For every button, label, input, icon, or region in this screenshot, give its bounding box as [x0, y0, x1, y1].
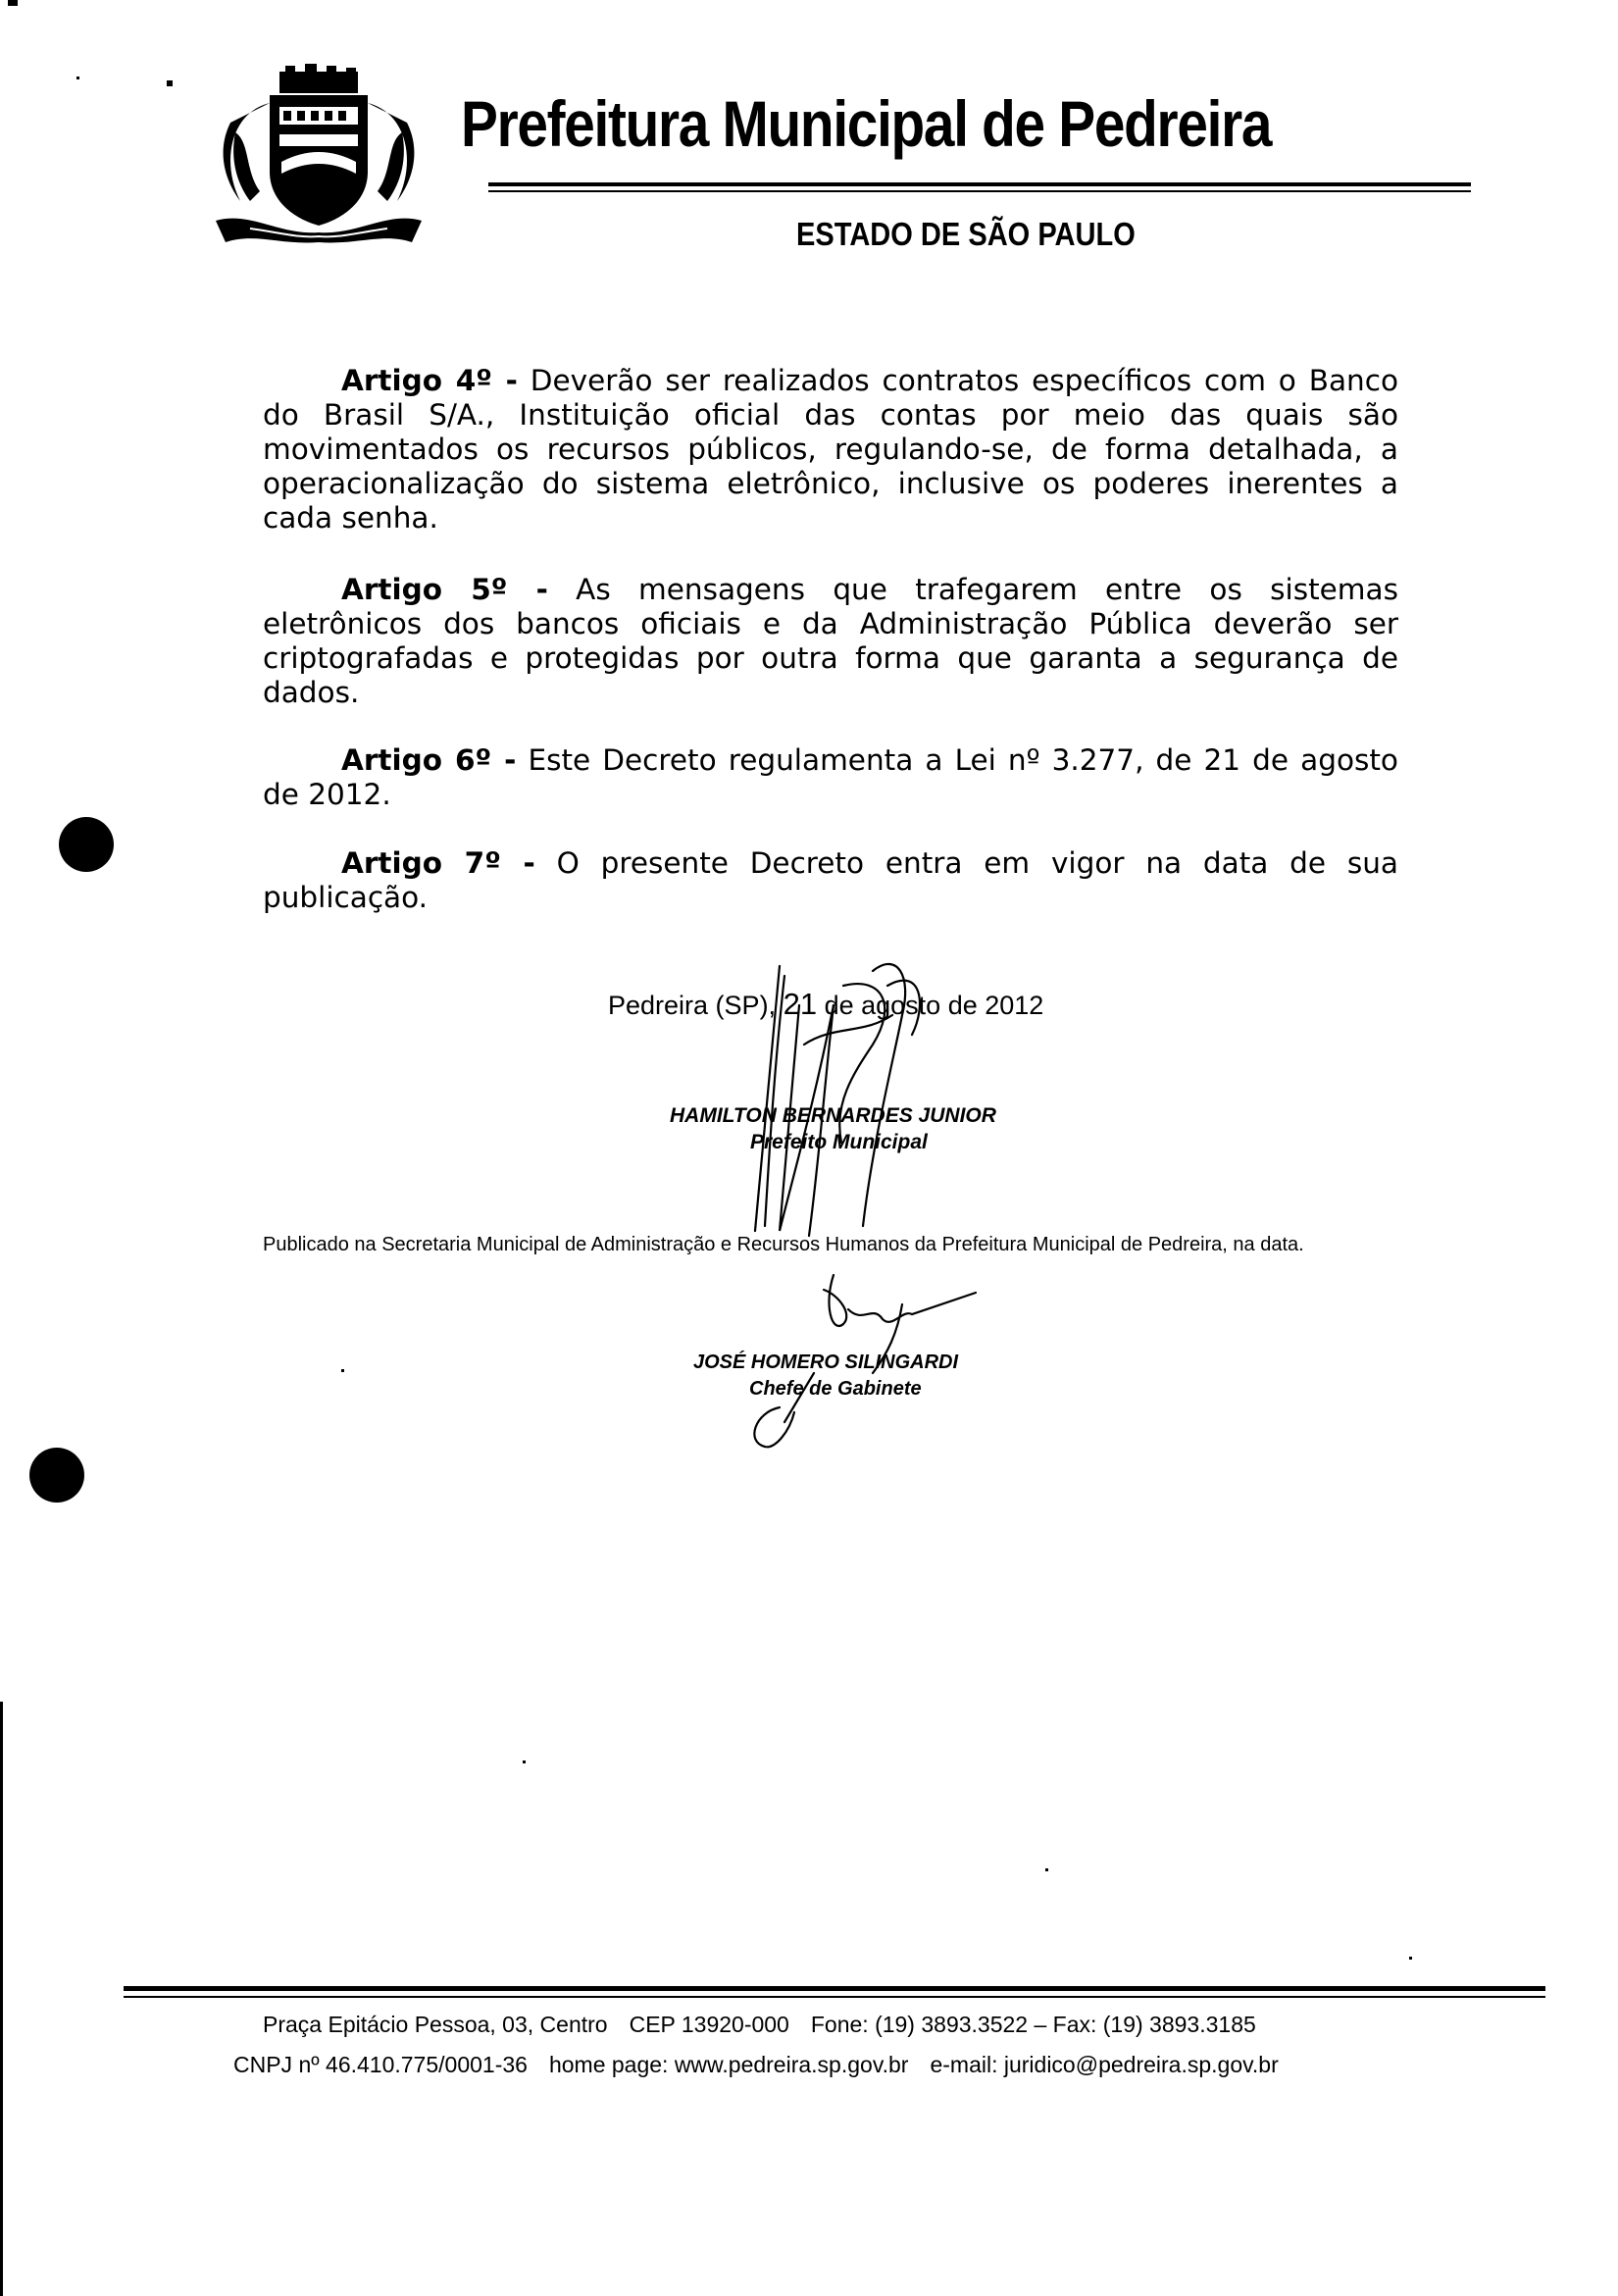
- scan-speck: [8, 0, 18, 6]
- institution-name: Prefeitura Municipal de Pedreira: [461, 87, 1272, 160]
- scan-speck: [523, 1760, 526, 1763]
- scan-speck: [1409, 1957, 1412, 1960]
- footer-rule: [124, 1986, 1545, 1991]
- scan-speck: [167, 80, 173, 86]
- footer-cep: CEP 13920-000: [629, 2012, 789, 2037]
- scan-speck: [1045, 1868, 1048, 1871]
- header-rule: [488, 182, 1471, 186]
- punch-hole: [59, 817, 114, 872]
- article-lead: Artigo 7º -: [341, 846, 535, 880]
- article-text: Este Decreto regulamenta a Lei nº 3.277, de 21 de agosto de 2012.: [263, 743, 1398, 811]
- publication-note: Publicado na Secretaria Municipal de Administração e Recursos Humanos da Prefeitura Municipal de Pedreira, na data.: [263, 1234, 1304, 1255]
- article-text: As mensagens que trafegarem entre os sistemas eletrônicos dos bancos oficiais e da Administração Pública deverão ser criptografadas e protegidas por outra forma que garanta a segurança de dados.: [263, 573, 1398, 709]
- footer-id-line: [233, 2052, 1279, 2078]
- coat-of-arms-icon: [211, 64, 427, 245]
- mayor-name: HAMILTON BERNARDES JUNIOR: [670, 1104, 996, 1127]
- date-month: de agosto: [824, 991, 941, 1020]
- footer-rule-thin: [124, 1996, 1545, 1998]
- scan-speck: [341, 1369, 344, 1372]
- footer-contact-line: [263, 2012, 1256, 2038]
- footer-homepage[interactable]: home page: www.pedreira.sp.gov.br: [548, 2052, 909, 2077]
- article-6: [263, 743, 1398, 812]
- article-lead: Artigo 4º -: [341, 364, 518, 397]
- header-rule-thin: [488, 190, 1471, 192]
- article-4: [263, 364, 1398, 536]
- footer-cnpj: CNPJ nº 46.410.775/0001-36: [233, 2052, 528, 2077]
- article-text: O presente Decreto entra em vigor na data de sua publicação.: [263, 846, 1398, 914]
- article-text: Deverão ser realizados contratos específicos com o Banco do Brasil S/A., Instituição oficial das contas por meio das quais são movimentados os recursos públicos, regulando-se, de forma detalhada, a operacionalização do sistema eletrônico, inclusive os poderes inerentes a cada senha.: [263, 364, 1398, 535]
- mayor-signature-icon: [726, 946, 981, 1241]
- article-lead: Artigo 5º -: [341, 573, 548, 606]
- chief-role: Chefe de Gabinete: [749, 1378, 922, 1400]
- date-prefix: Pedreira (SP),: [608, 991, 777, 1020]
- mayor-role: Prefeito Municipal: [750, 1131, 928, 1153]
- footer-address: Praça Epitácio Pessoa, 03, Centro: [263, 2012, 608, 2037]
- footer-phone-fax: Fone: (19) 3893.3522 – Fax: (19) 3893.3185: [810, 2012, 1256, 2037]
- scan-speck: [76, 77, 79, 79]
- punch-hole: [29, 1448, 84, 1503]
- article-5: [263, 573, 1398, 710]
- footer-email[interactable]: e-mail: juridico@pedreira.sp.gov.br: [930, 2052, 1279, 2077]
- state-name: ESTADO DE SÃO PAULO: [796, 216, 1136, 252]
- article-lead: Artigo 6º -: [341, 743, 517, 777]
- date-day: 21: [783, 987, 818, 1021]
- scan-edge: [0, 1702, 3, 2296]
- article-7: [263, 846, 1398, 915]
- chief-name: JOSÉ HOMERO SILINGARDI: [693, 1352, 959, 1373]
- date-year: de 2012: [947, 991, 1044, 1020]
